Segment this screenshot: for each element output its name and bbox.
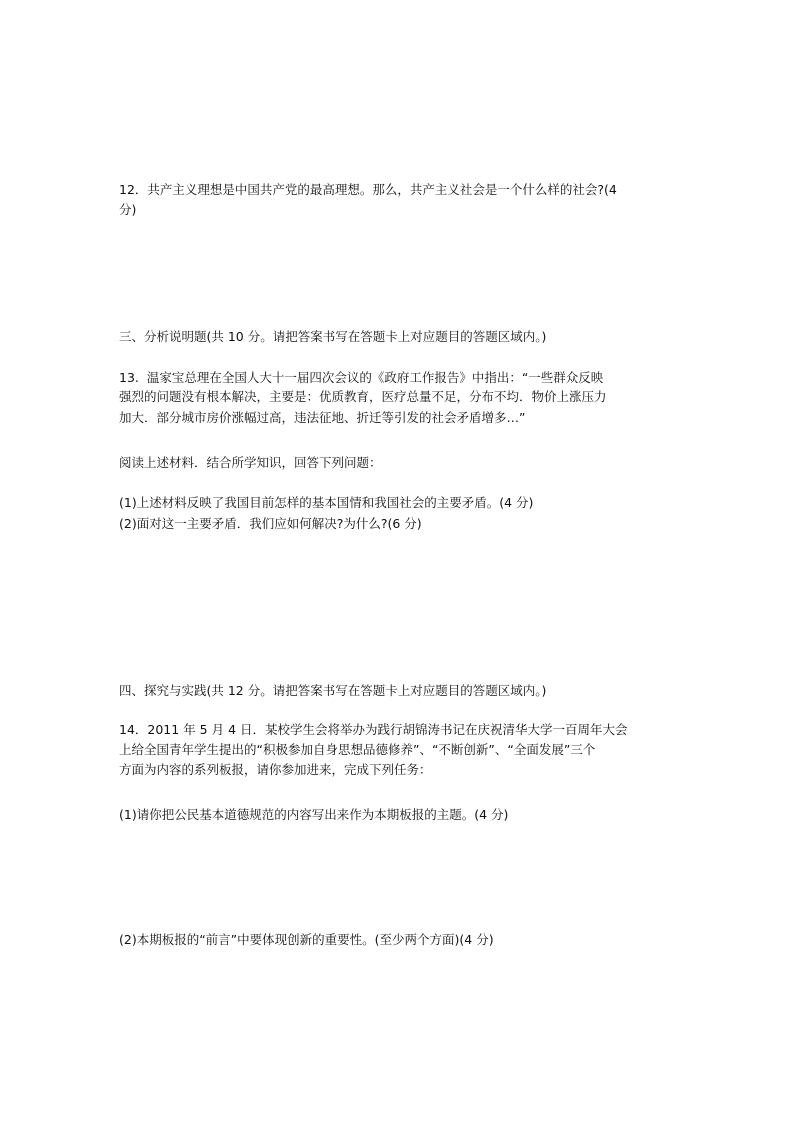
section-4-heading: 四、探究与实践(共 12 分。请把答案书写在答题卡上对应题目的答题区域内。) bbox=[119, 683, 547, 698]
q14-subquestion-1: (1)请你把公民基本道德规范的内容写出来作为本期板报的主题。(4 分) bbox=[119, 807, 509, 822]
q13-subquestion-2: (2)面对这一主要矛盾．我们应如何解决?为什么?(6 分) bbox=[119, 516, 422, 531]
q13-instruction: 阅读上述材料．结合所学知识，回答下列问题： bbox=[119, 455, 382, 470]
q13-text-line-1: 13. 温家宝总理在全国人大十一届四次会议的《政府工作报告》中指出：“一些群众反映 bbox=[119, 370, 604, 385]
section-3-heading: 三、分析说明题(共 10 分。请把答案书写在答题卡上对应题目的答题区域内。) bbox=[119, 329, 547, 344]
q13-text-line-2: 强烈的问题没有根本解决，主要是：优质教育，医疗总量不足，分布不均．物价上涨压力 bbox=[119, 389, 607, 404]
q14-text-line-3: 方面为内容的系列板报，请你参加进来，完成下列任务： bbox=[119, 762, 432, 777]
q14-text-line-2: 上给全国青年学生提出的“积极参加自身思想品德修养”、“不断创新”、“全面发展”三个 bbox=[119, 742, 596, 757]
q13-subquestion-1: (1)上述材料反映了我国目前怎样的基本国情和我国社会的主要矛盾。(4 分) bbox=[119, 495, 534, 510]
q14-text-line-1: 14．2011 年 5 月 4 日．某校学生会将举办为践行胡锦涛书记在庆祝清华大学一百周年大会 bbox=[119, 722, 628, 737]
q13-text-line-3: 加大．部分城市房价涨幅过高，违法征地、折迁等引发的社会矛盾增多…” bbox=[119, 410, 526, 425]
q12-text-line-1: 12．共产主义理想是中国共产党的最高理想。那么，共产主义社会是一个什么样的社会?(4 bbox=[119, 182, 617, 197]
q14-subquestion-2: (2)本期板报的“前言”中要体现创新的重要性。(至少两个方面)(4 分) bbox=[119, 932, 494, 947]
q12-text-line-2: 分) bbox=[119, 202, 137, 217]
